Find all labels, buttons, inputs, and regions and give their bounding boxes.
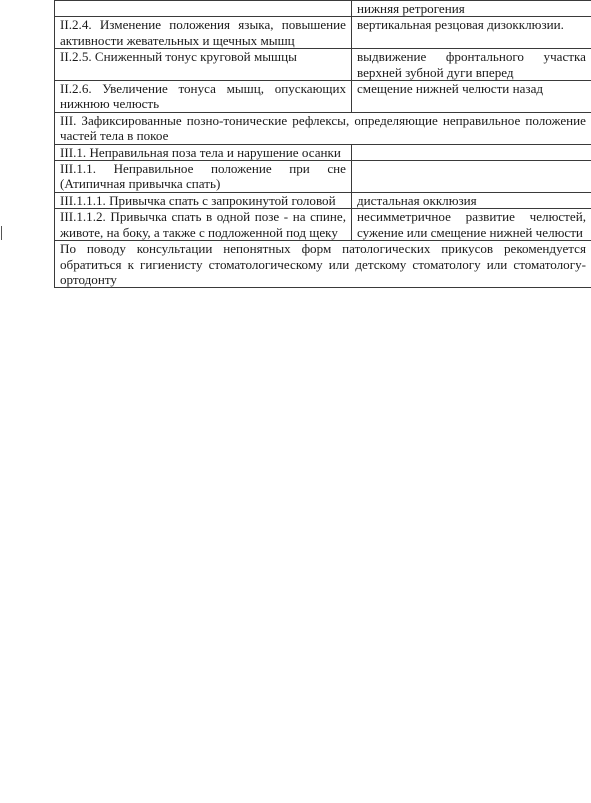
- recommendation-cell: По поводу консультации непонятных форм патологических прикусов рекомендуется обратиться к гигиенисту стоматологическому или детскому стоматологу или стоматологу-ортодонту: [55, 241, 591, 288]
- table-cell-consequence: нижняя ретрогения: [352, 1, 591, 17]
- table-row: [55, 192, 591, 208]
- table-row: [55, 17, 591, 49]
- symptom-table: [54, 0, 591, 288]
- table-cell-cause: II.2.5. Сниженный тонус круговой мышцы: [55, 49, 352, 81]
- table-cell-consequence: [352, 144, 591, 160]
- table-cell-cause: II.2.6. Увеличение тонуса мышц, опускающих нижнюю челюсть: [55, 81, 352, 113]
- table-cell-cause: III.1.1.1. Привычка спать с запрокинутой головой: [55, 192, 352, 208]
- section-heading-cell: III. Зафиксированные позно-тонические рефлексы, определяющие неправильное положение частей тела в покое: [55, 112, 591, 144]
- table-row: [55, 1, 591, 17]
- table-row: [55, 112, 591, 144]
- table-row: [55, 144, 591, 160]
- table-cell-consequence: несимметричное развитие челюстей, сужение или смещение нижней челюсти: [352, 209, 591, 241]
- table-cell-cause: III.1. Неправильная поза тела и нарушение осанки: [55, 144, 352, 160]
- table-cell-consequence: смещение нижней челюсти назад: [352, 81, 591, 113]
- table-cell-cause: II.2.4. Изменение положения языка, повышение активности жевательных и щечных мышц: [55, 17, 352, 49]
- table-cell-consequence: дистальная окклюзия: [352, 192, 591, 208]
- table-row: [55, 209, 591, 241]
- table-row: [55, 49, 591, 81]
- table-cell-cause: III.1.1. Неправильное положение при сне (Атипичная привычка спать): [55, 161, 352, 193]
- table-cell-consequence: [352, 161, 591, 193]
- table-cell-consequence: вертикальная резцовая дизокклюзии.: [352, 17, 591, 49]
- table-row: [55, 81, 591, 113]
- table-row: [55, 241, 591, 288]
- table-cell-cause: III.1.1.2. Привычка спать в одной позе - на спине, животе, на боку, а также с подложенной под щеку: [55, 209, 352, 241]
- margin-mark: [1, 226, 2, 240]
- table-row: [55, 161, 591, 193]
- table-cell-consequence: выдвижение фронтального участка верхней зубной дуги вперед: [352, 49, 591, 81]
- table-cell-cause: [55, 1, 352, 17]
